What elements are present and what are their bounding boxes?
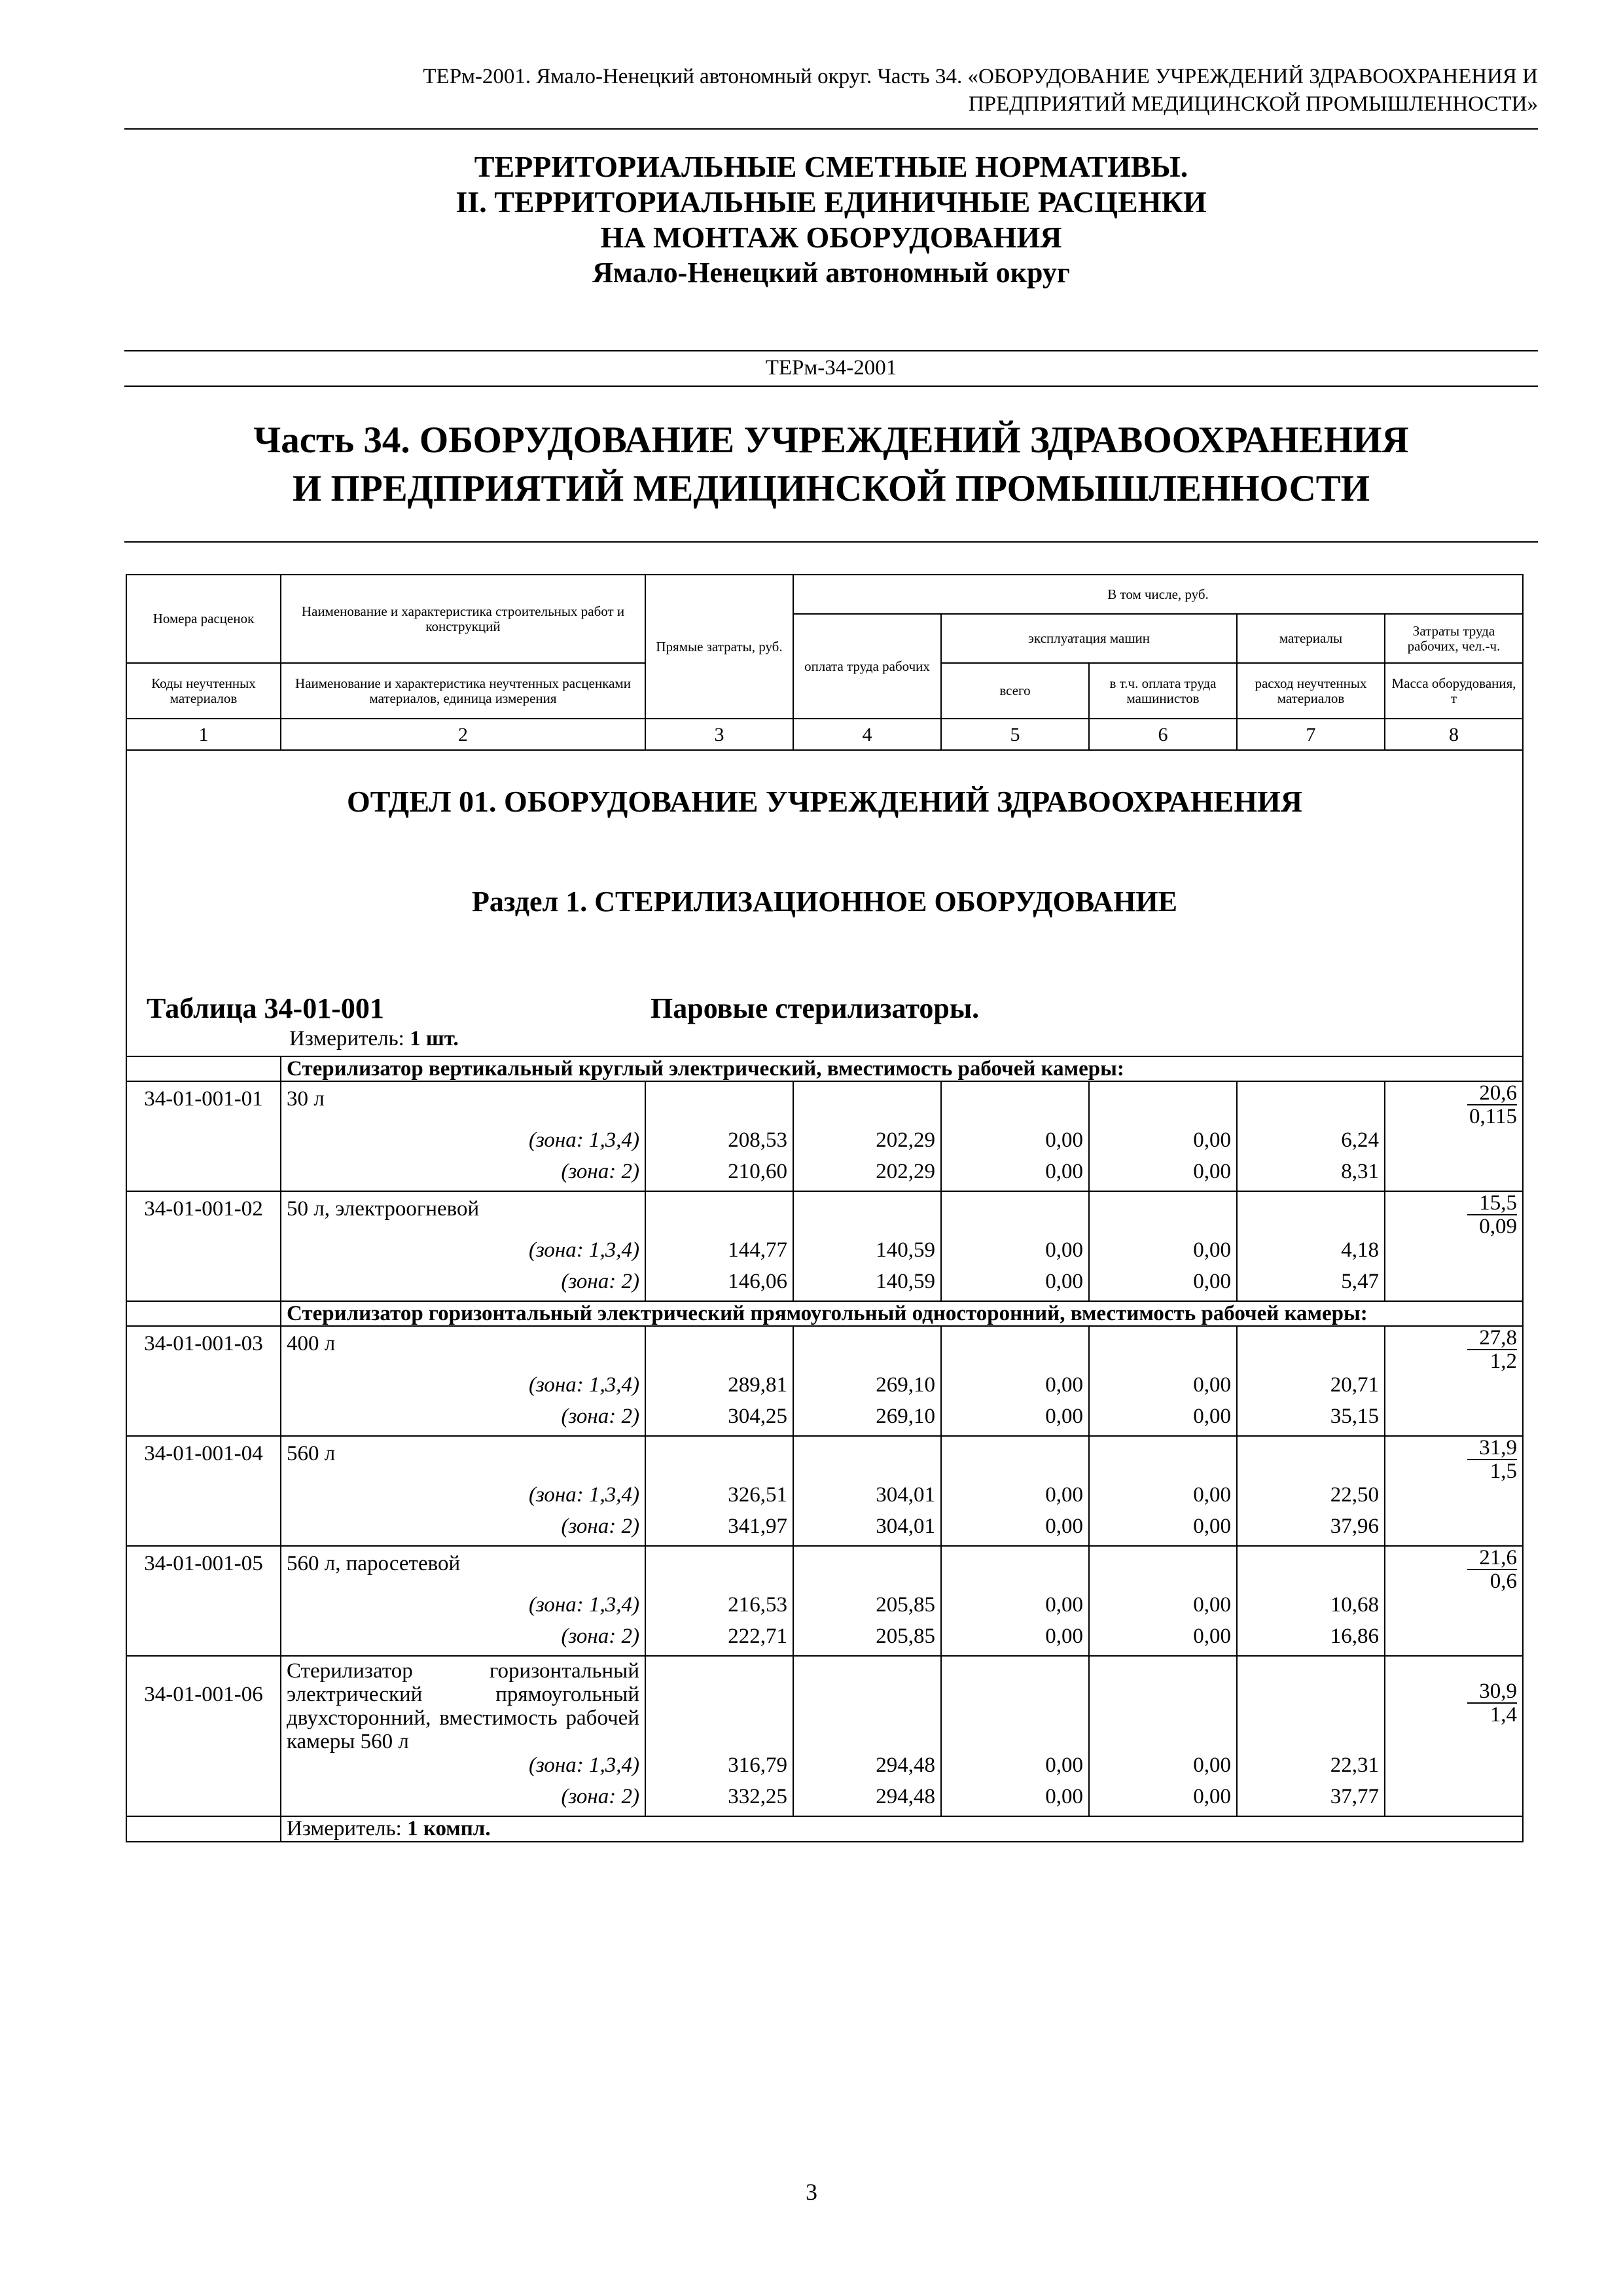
empty-cell: [941, 1326, 1089, 1373]
worker-pay-value: 269,10: [793, 1405, 941, 1436]
empty-cell: [126, 1593, 281, 1624]
document-code: ТЕРм-34-2001: [765, 356, 897, 380]
empty-cell: [645, 1326, 793, 1373]
rate-code: 34-01-001-02: [126, 1191, 281, 1238]
code-bottom-rule: [124, 386, 1538, 387]
machines-total-value: 0,00: [941, 1405, 1089, 1436]
zone-row: [126, 1238, 1523, 1270]
rate-row: [126, 1191, 1523, 1238]
equipment-mass-value: 1,2: [1489, 1350, 1517, 1373]
empty-cell: [941, 1546, 1089, 1593]
machines-total-value: 0,00: [941, 1128, 1089, 1160]
head-direct-costs: Прямые затраты, руб.: [645, 575, 793, 719]
zone-row: [126, 1624, 1523, 1656]
equipment-mass-value: 0,115: [1469, 1105, 1517, 1128]
empty-cell: [126, 1515, 281, 1546]
rate-name: Стерилизатор горизонтальный электрический прямоугольный двухсторонний, вместимость рабочей камеры 560 л: [281, 1656, 645, 1753]
worker-pay-value: 269,10: [793, 1373, 941, 1405]
zone-label: (зона: 1,3,4): [281, 1593, 645, 1624]
rate-row: [126, 1656, 1523, 1753]
equipment-mass-value: 1,5: [1489, 1460, 1517, 1483]
empty-cell: [793, 1546, 941, 1593]
head-rate-numbers: Номера расценок: [126, 575, 281, 663]
empty-cell: [1089, 1081, 1237, 1128]
empty-cell: [126, 1816, 281, 1842]
head-worker-pay: оплата труда рабочих: [793, 614, 941, 719]
zone-label: (зона: 1,3,4): [281, 1483, 645, 1515]
empty-cell: [645, 1081, 793, 1128]
rate-code: 34-01-001-05: [126, 1546, 281, 1593]
driver-pay-value: 0,00: [1089, 1753, 1237, 1785]
zone-label: (зона: 2): [281, 1515, 645, 1546]
labor-mass-cell: [1385, 1546, 1523, 1593]
zone-row: [126, 1128, 1523, 1160]
head-machines: эксплуатация машин: [941, 614, 1237, 663]
materials-value: 22,50: [1237, 1483, 1385, 1515]
materials-value: 5,47: [1237, 1270, 1385, 1301]
part-title-line-1: Часть 34. ОБОРУДОВАНИЕ УЧРЕЖДЕНИЙ ЗДРАВООХРАНЕНИЯ: [253, 420, 1409, 461]
head-equipment-mass: Масса оборудования, т: [1385, 663, 1523, 719]
header-rule: [124, 128, 1538, 130]
worker-pay-value: 304,01: [793, 1515, 941, 1546]
head-driver-pay: в т.ч. оплата труда машинистов: [1089, 663, 1237, 719]
rate-code: 34-01-001-01: [126, 1081, 281, 1128]
part-title: [124, 416, 1538, 513]
machines-total-value: 0,00: [941, 1270, 1089, 1301]
driver-pay-value: 0,00: [1089, 1593, 1237, 1624]
labor-costs-value: 27,8: [1467, 1327, 1517, 1350]
empty-cell: [1385, 1624, 1523, 1656]
labor-mass-cell: [1385, 1081, 1523, 1128]
equipment-mass-value: 0,6: [1489, 1570, 1517, 1593]
empty-cell: [126, 1624, 281, 1656]
empty-cell: [941, 1081, 1089, 1128]
zone-label: (зона: 1,3,4): [281, 1238, 645, 1270]
zone-row: [126, 1483, 1523, 1515]
driver-pay-value: 0,00: [1089, 1270, 1237, 1301]
rate-name: 400 л: [281, 1326, 645, 1373]
labor-mass-cell: [1385, 1326, 1523, 1373]
col-number: 1: [126, 719, 281, 750]
empty-cell: [1089, 1546, 1237, 1593]
direct-costs-value: 210,60: [645, 1160, 793, 1191]
materials-value: 8,31: [1237, 1160, 1385, 1191]
labor-mass-fraction: [1467, 1327, 1517, 1372]
empty-cell: [1385, 1593, 1523, 1624]
empty-cell: [1237, 1081, 1385, 1128]
direct-costs-value: 144,77: [645, 1238, 793, 1270]
zone-label: (зона: 2): [281, 1160, 645, 1191]
rates-table: [126, 574, 1524, 1842]
labor-mass-fraction: [1467, 1437, 1517, 1482]
zone-row: [126, 1373, 1523, 1405]
group-header: Стерилизатор горизонтальный электрический прямоугольный односторонний, вместимость рабочей камеры:: [281, 1301, 1523, 1326]
zone-label: (зона: 1,3,4): [281, 1373, 645, 1405]
labor-mass-cell: [1385, 1191, 1523, 1238]
empty-cell: [1385, 1373, 1523, 1405]
table-name: Паровые стерилизаторы.: [651, 992, 980, 1024]
driver-pay-value: 0,00: [1089, 1515, 1237, 1546]
empty-cell: [793, 1436, 941, 1483]
labor-costs-value: 21,6: [1467, 1547, 1517, 1570]
machines-total-value: 0,00: [941, 1515, 1089, 1546]
document-title: [124, 149, 1538, 291]
direct-costs-value: 222,71: [645, 1624, 793, 1656]
dept-title: ОТДЕЛ 01. ОБОРУДОВАНИЕ УЧРЕЖДЕНИЙ ЗДРАВООХРАНЕНИЯ: [346, 785, 1302, 818]
head-labor-costs: Затраты труда рабочих, чел.-ч.: [1385, 614, 1523, 663]
equipment-mass-value: 1,4: [1489, 1703, 1517, 1727]
group-header-row: [126, 1056, 1523, 1081]
direct-costs-value: 316,79: [645, 1753, 793, 1785]
zone-label: (зона: 2): [281, 1785, 645, 1816]
empty-cell: [1237, 1191, 1385, 1238]
machines-total-value: 0,00: [941, 1753, 1089, 1785]
zone-label: (зона: 2): [281, 1405, 645, 1436]
col-number: 6: [1089, 719, 1237, 750]
empty-cell: [126, 1128, 281, 1160]
empty-cell: [126, 1160, 281, 1191]
machines-total-value: 0,00: [941, 1624, 1089, 1656]
empty-cell: [126, 1238, 281, 1270]
machines-total-value: 0,00: [941, 1483, 1089, 1515]
title-line-2: II. ТЕРРИТОРИАЛЬНЫЕ ЕДИНИЧНЫЕ РАСЦЕНКИ: [455, 185, 1207, 219]
meter-value: 1 шт.: [410, 1027, 459, 1050]
labor-mass-cell: [1385, 1436, 1523, 1483]
machines-total-value: 0,00: [941, 1785, 1089, 1816]
empty-cell: [1089, 1436, 1237, 1483]
rate-row: [126, 1326, 1523, 1373]
worker-pay-value: 294,48: [793, 1753, 941, 1785]
direct-costs-value: 146,06: [645, 1270, 793, 1301]
driver-pay-value: 0,00: [1089, 1785, 1237, 1816]
materials-value: 6,24: [1237, 1128, 1385, 1160]
col-number: 2: [281, 719, 645, 750]
head-unaccounted-name: Наименование и характеристика неучтенных расценками материалов, единица измерения: [281, 663, 645, 719]
running-header-line1: ТЕРм-2001. Ямало-Ненецкий автономный округ. Часть 34. «ОБОРУДОВАНИЕ УЧРЕЖДЕНИЙ ЗДРАВООХРАНЕНИЯ И: [423, 65, 1538, 88]
materials-value: 22,31: [1237, 1753, 1385, 1785]
table-number: Таблица 34-01-001: [147, 992, 384, 1024]
empty-cell: [793, 1081, 941, 1128]
head-materials: материалы: [1237, 614, 1385, 663]
empty-cell: [645, 1191, 793, 1238]
direct-costs-value: 326,51: [645, 1483, 793, 1515]
zone-row: [126, 1785, 1523, 1816]
meter-prefix: Измеритель:: [289, 1027, 404, 1050]
zone-label: (зона: 2): [281, 1624, 645, 1656]
labor-mass-fraction: [1467, 1680, 1517, 1726]
part-rule: [124, 541, 1538, 543]
rate-code: 34-01-001-06: [126, 1656, 281, 1753]
title-line-3: НА МОНТАЖ ОБОРУДОВАНИЯ: [600, 221, 1062, 254]
rate-name: 50 л, электроогневой: [281, 1191, 645, 1238]
meter-line: [127, 1026, 1522, 1056]
meter-prefix: Измеритель:: [287, 1817, 402, 1840]
rate-name: 30 л: [281, 1081, 645, 1128]
empty-cell: [1385, 1128, 1523, 1160]
table-caption: [127, 992, 1522, 1026]
zone-row: [126, 1753, 1523, 1785]
machines-total-value: 0,00: [941, 1373, 1089, 1405]
zone-label: (зона: 1,3,4): [281, 1128, 645, 1160]
labor-costs-value: 15,5: [1467, 1192, 1517, 1215]
direct-costs-value: 304,25: [645, 1405, 793, 1436]
machines-total-value: 0,00: [941, 1160, 1089, 1191]
code-top-rule: [124, 350, 1538, 351]
empty-cell: [1237, 1546, 1385, 1593]
head-work-name: Наименование и характеристика строительных работ и конструкций: [281, 575, 645, 663]
col-number: 3: [645, 719, 793, 750]
driver-pay-value: 0,00: [1089, 1405, 1237, 1436]
section-title: Раздел 1. СТЕРИЛИЗАЦИОННОЕ ОБОРУДОВАНИЕ: [471, 886, 1178, 918]
driver-pay-value: 0,00: [1089, 1128, 1237, 1160]
part-title-line-2: И ПРЕДПРИЯТИЙ МЕДИЦИНСКОЙ ПРОМЫШЛЕННОСТИ: [292, 468, 1370, 509]
direct-costs-value: 208,53: [645, 1128, 793, 1160]
driver-pay-value: 0,00: [1089, 1373, 1237, 1405]
zone-label: (зона: 1,3,4): [281, 1753, 645, 1785]
group-header: Стерилизатор вертикальный круглый электрический, вместимость рабочей камеры:: [281, 1056, 1523, 1081]
zone-row: [126, 1515, 1523, 1546]
head-unaccounted-codes: Коды неучтенных материалов: [126, 663, 281, 719]
worker-pay-value: 202,29: [793, 1128, 941, 1160]
worker-pay-value: 140,59: [793, 1270, 941, 1301]
worker-pay-value: 304,01: [793, 1483, 941, 1515]
materials-value: 37,96: [1237, 1515, 1385, 1546]
machines-total-value: 0,00: [941, 1593, 1089, 1624]
rate-row: [126, 1546, 1523, 1593]
materials-value: 16,86: [1237, 1624, 1385, 1656]
driver-pay-value: 0,00: [1089, 1624, 1237, 1656]
empty-cell: [126, 1373, 281, 1405]
running-header: [124, 63, 1538, 118]
empty-cell: [126, 1753, 281, 1785]
empty-cell: [1089, 1326, 1237, 1373]
empty-cell: [126, 1405, 281, 1436]
empty-cell: [793, 1656, 941, 1753]
rate-code: 34-01-001-03: [126, 1326, 281, 1373]
group-header-row: [126, 1301, 1523, 1326]
materials-value: 35,15: [1237, 1405, 1385, 1436]
driver-pay-value: 0,00: [1089, 1483, 1237, 1515]
col-number: 7: [1237, 719, 1385, 750]
empty-cell: [941, 1191, 1089, 1238]
labor-mass-fraction: [1467, 1082, 1517, 1128]
empty-cell: [1089, 1191, 1237, 1238]
col-number: 4: [793, 719, 941, 750]
empty-cell: [941, 1656, 1089, 1753]
empty-cell: [1385, 1270, 1523, 1301]
empty-cell: [1089, 1656, 1237, 1753]
zone-row: [126, 1270, 1523, 1301]
direct-costs-value: 289,81: [645, 1373, 793, 1405]
empty-cell: [793, 1326, 941, 1373]
empty-cell: [645, 1546, 793, 1593]
driver-pay-value: 0,00: [1089, 1160, 1237, 1191]
meter-bottom-cell: [281, 1816, 1523, 1842]
meter-value: 1 компл.: [407, 1817, 491, 1840]
head-in-that: В том числе, руб.: [793, 575, 1523, 614]
empty-cell: [1385, 1515, 1523, 1546]
direct-costs-value: 332,25: [645, 1785, 793, 1816]
empty-cell: [941, 1436, 1089, 1483]
empty-cell: [126, 1483, 281, 1515]
empty-cell: [1237, 1436, 1385, 1483]
meter-row: [126, 1816, 1523, 1842]
running-header-line2: ПРЕДПРИЯТИЙ МЕДИЦИНСКОЙ ПРОМЫШЛЕННОСТИ»: [968, 92, 1538, 116]
page-number: 3: [806, 2179, 817, 2205]
group-spacer: [126, 1301, 281, 1326]
worker-pay-value: 140,59: [793, 1238, 941, 1270]
col-number: 8: [1385, 719, 1523, 750]
labor-costs-value: 30,9: [1467, 1680, 1517, 1704]
worker-pay-value: 202,29: [793, 1160, 941, 1191]
zone-row: [126, 1405, 1523, 1436]
empty-cell: [645, 1656, 793, 1753]
empty-cell: [126, 1785, 281, 1816]
empty-cell: [1385, 1483, 1523, 1515]
empty-cell: [1385, 1238, 1523, 1270]
head-unaccounted-consumption: расход неучтенных материалов: [1237, 663, 1385, 719]
labor-mass-cell: [1385, 1656, 1523, 1753]
direct-costs-value: 341,97: [645, 1515, 793, 1546]
empty-cell: [1237, 1656, 1385, 1753]
zone-row: [126, 1160, 1523, 1191]
title-line-1: ТЕРРИТОРИАЛЬНЫЕ СМЕТНЫЕ НОРМАТИВЫ.: [474, 150, 1188, 183]
materials-value: 10,68: [1237, 1593, 1385, 1624]
col-number: 5: [941, 719, 1089, 750]
rate-row: [126, 1436, 1523, 1483]
labor-costs-value: 31,9: [1467, 1437, 1517, 1460]
rate-name: 560 л: [281, 1436, 645, 1483]
title-line-4: Ямало-Ненецкий автономный округ: [592, 257, 1070, 289]
empty-cell: [1385, 1160, 1523, 1191]
zone-row: [126, 1593, 1523, 1624]
equipment-mass-value: 0,09: [1479, 1215, 1517, 1238]
empty-cell: [126, 1270, 281, 1301]
materials-value: 37,77: [1237, 1785, 1385, 1816]
driver-pay-value: 0,00: [1089, 1238, 1237, 1270]
worker-pay-value: 205,85: [793, 1593, 941, 1624]
empty-cell: [1385, 1753, 1523, 1785]
machines-total-value: 0,00: [941, 1238, 1089, 1270]
group-spacer: [126, 1056, 281, 1081]
head-total: всего: [941, 663, 1089, 719]
empty-cell: [793, 1191, 941, 1238]
materials-value: 20,71: [1237, 1373, 1385, 1405]
worker-pay-value: 294,48: [793, 1785, 941, 1816]
direct-costs-value: 216,53: [645, 1593, 793, 1624]
materials-value: 4,18: [1237, 1238, 1385, 1270]
worker-pay-value: 205,85: [793, 1624, 941, 1656]
empty-cell: [1385, 1405, 1523, 1436]
labor-costs-value: 20,6: [1467, 1082, 1517, 1105]
empty-cell: [1385, 1785, 1523, 1816]
zone-label: (зона: 2): [281, 1270, 645, 1301]
empty-cell: [1237, 1326, 1385, 1373]
empty-cell: [645, 1436, 793, 1483]
labor-mass-fraction: [1467, 1192, 1517, 1238]
rate-name: 560 л, паросетевой: [281, 1546, 645, 1593]
rate-row: [126, 1081, 1523, 1128]
labor-mass-fraction: [1467, 1547, 1517, 1592]
rate-code: 34-01-001-04: [126, 1436, 281, 1483]
